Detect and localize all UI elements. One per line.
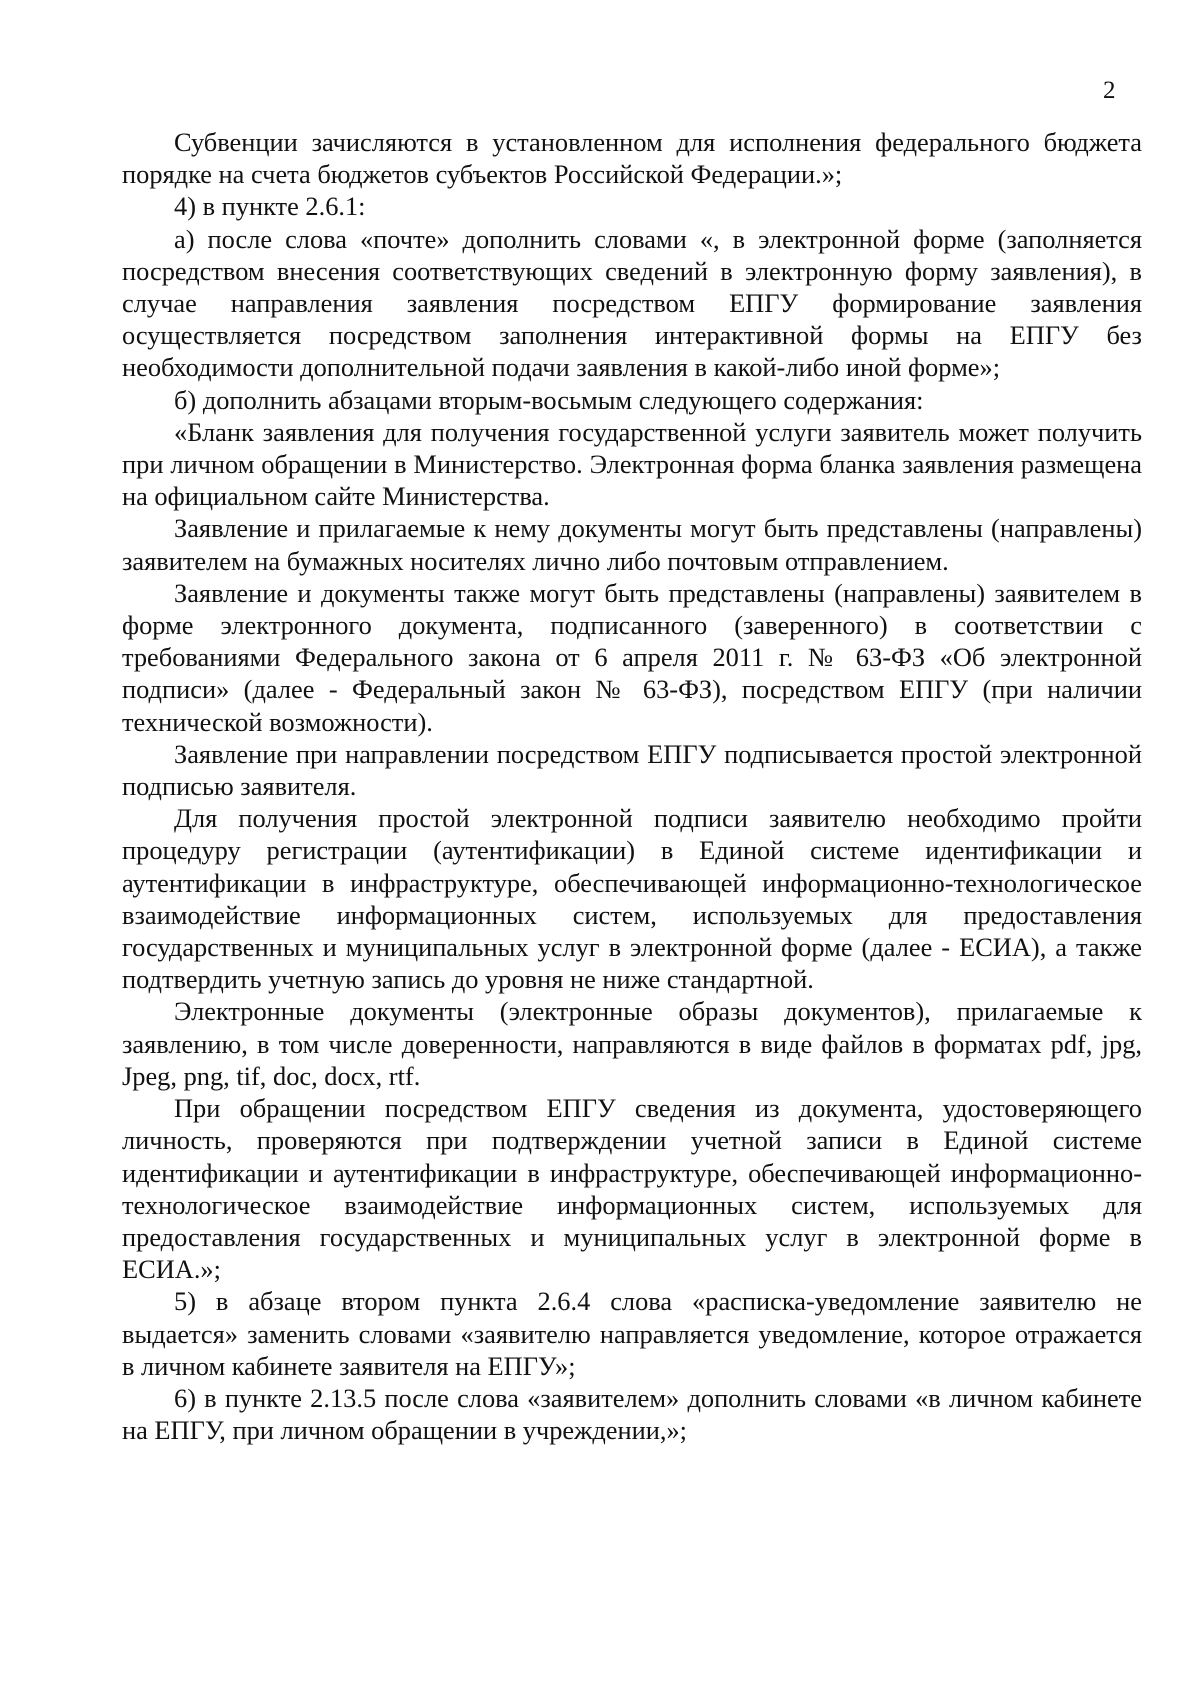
paragraph-item-6: 6) в пункте 2.13.5 после слова «заявителем» дополнить словами «в личном кабинете на ЕПГУ, при личном обращении в учреждении,»; [122, 1382, 1142, 1446]
paragraph-application-form: «Бланк заявления для получения государственной услуги заявитель может получить при личном обращении в Министерство. Электронная форма бланка заявления размещена на официальном сайте Министерства. [122, 416, 1142, 512]
paragraph-item-5: 5) в абзаце втором пункта 2.6.4 слова «расписка-уведомление заявителю не выдается» заменить словами «заявителю направляется уведомление, которое отражается в личном кабинете заявителя на ЕПГУ»; [122, 1286, 1142, 1381]
paragraph-item-4a: а) после слова «почте» дополнить словами «, в электронной форме (заполняется посредством внесения соответствующих сведений в электронную форму заявления), в случае направления заявления посредством ЕПГУ формирование заявления осуществляется посредством заполнения интерактивной формы на ЕПГУ без необходимости дополнительной подачи заявления в какой-либо иной форме»; [122, 223, 1142, 383]
paragraph-subventions: Субвенции зачисляются в установленном для исполнения федерального бюджета порядке на счета бюджетов субъектов Российской Федерации.»; [122, 127, 1142, 190]
paragraph-file-formats: Электронные документы (электронные образы документов), прилагаемые к заявлению, в том числе доверенности, направляются в виде файлов в форматах pdf, jpg, Jpeg, png, tif, doc, docx, rtf. [122, 996, 1142, 1091]
paragraph-electronic-submission: Заявление и документы также могут быть представлены (направлены) заявителем в форме электронного документа, подписанного (заверенного) в соответствии с требованиями Федерального закона от 6 апреля 2011 г. № 63-ФЗ «Об электронной подписи» (далее - Федеральный закон № 63-ФЗ), посредством ЕПГУ (при наличии технической возможности). [122, 577, 1142, 737]
paragraph-item-4b: б) дополнить абзацами вторым-восьмым следующего содержания: [174, 384, 924, 415]
document-body [122, 126, 1142, 1446]
paragraph-identity-verification: При обращении посредством ЕПГУ сведения из документа, удостоверяющего личность, проверяются при подтверждении учетной записи в Единой системе идентификации и аутентификации в инфраструктуре, обеспечивающей информационно-технологическое взаимодействие информационных систем, используемых для предоставления государственных и муниципальных услуг в электронной форме в ЕСИА.»; [122, 1093, 1142, 1285]
paragraph-simple-signature: Заявление при направлении посредством ЕПГУ подписывается простой электронной подписью заявителя. [122, 738, 1142, 802]
page-number: 2 [1103, 77, 1116, 104]
paragraph-paper-submission: Заявление и прилагаемые к нему документы могут быть представлены (направлены) заявителем на бумажных носителях лично либо почтовым отправлением. [122, 513, 1142, 576]
paragraph-item-4: 4) в пункте 2.6.1: [174, 191, 366, 222]
paragraph-esia-registration: Для получения простой электронной подписи заявителю необходимо пройти процедуру регистрации (аутентификации) в Единой системе идентификации и аутентификации в инфраструктуре, обеспечивающей информационно-технологическое взаимодействие информационных систем, используемых для предоставления государственных и муниципальных услуг в электронной форме (далее - ЕСИА), а также подтвердить учетную запись до уровня не ниже стандартной. [122, 803, 1142, 995]
